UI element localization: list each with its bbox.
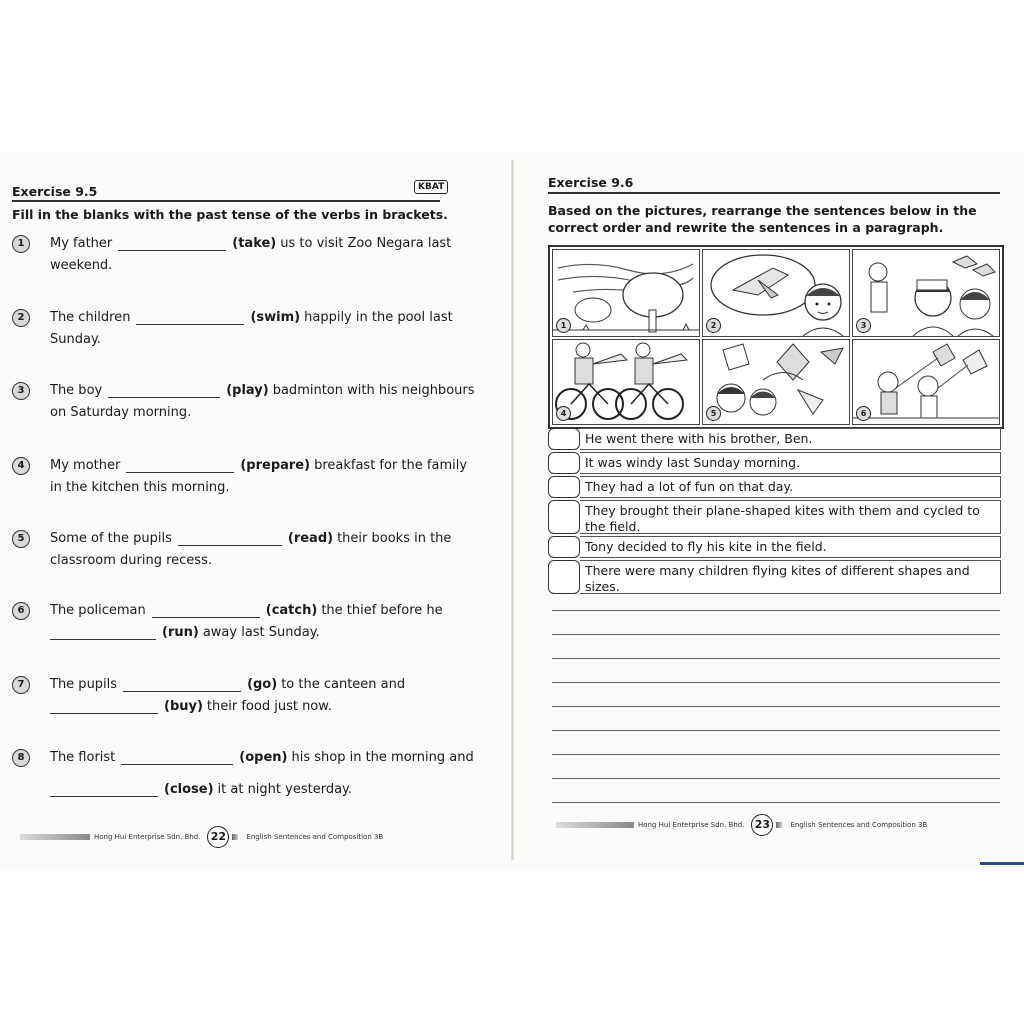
page-number: 23 — [751, 814, 773, 836]
picture-panel-3 — [852, 249, 1000, 337]
panel-number: 3 — [856, 318, 871, 333]
question-text: My father — [50, 236, 113, 251]
question-number: 5 — [12, 530, 30, 548]
instruction: Fill in the blanks with the past tense of the verbs in brackets. — [12, 207, 448, 222]
panel-number: 4 — [556, 406, 571, 421]
picture-panel-1 — [552, 249, 700, 337]
order-box[interactable] — [548, 428, 580, 450]
order-box[interactable] — [548, 452, 580, 474]
scan-edge — [980, 862, 1024, 865]
writing-line[interactable] — [552, 706, 1000, 707]
page-footer — [20, 828, 387, 846]
instruction-line: Based on the pictures, rearrange the sentences below in the — [548, 203, 977, 218]
book-gutter — [511, 160, 514, 860]
question-4 — [12, 455, 482, 499]
question-text: away last Sunday. — [202, 625, 320, 640]
picture-sequence — [548, 245, 1004, 429]
page-number: 22 — [207, 826, 229, 848]
writing-line[interactable] — [552, 610, 1000, 611]
question-text: The florist — [50, 750, 116, 765]
question-3 — [12, 380, 482, 424]
answer-blank[interactable] — [152, 605, 260, 618]
sentence-row — [548, 560, 1001, 594]
verb-hint: (read) — [287, 531, 334, 546]
question-text: The children — [50, 310, 131, 325]
sentence-text: He went there with his brother, Ben. — [580, 428, 1001, 450]
answer-blank[interactable] — [121, 752, 233, 765]
picture-panel-6 — [852, 339, 1000, 425]
footer-series: English Sentences and Composition 3B — [790, 821, 928, 829]
exercise-title: Exercise 9.5 — [12, 184, 98, 199]
verb-hint: (buy) — [164, 699, 203, 714]
picture-panel-2 — [702, 249, 850, 337]
verb-hint: (catch) — [265, 603, 318, 618]
question-number: 6 — [12, 602, 30, 620]
sentence-row — [548, 476, 1001, 498]
question-1 — [12, 233, 482, 277]
question-6 — [12, 600, 482, 644]
answer-blank[interactable] — [108, 385, 220, 398]
answer-blank[interactable] — [178, 533, 282, 546]
question-text: in the kitchen this morning. — [50, 480, 230, 495]
answer-blank[interactable] — [50, 627, 156, 640]
title-rule — [548, 192, 1000, 194]
boy-thinking-kite-illustration — [703, 250, 849, 336]
answer-blank[interactable] — [123, 679, 241, 692]
kbat-badge: KBAT — [414, 180, 448, 194]
sentence-text: It was windy last Sunday morning. — [580, 452, 1001, 474]
writing-line[interactable] — [552, 658, 1000, 659]
instruction-line: correct order and rewrite the sentences in a paragraph. — [548, 220, 944, 235]
order-box[interactable] — [548, 560, 580, 594]
order-box[interactable] — [548, 536, 580, 558]
question-number: 3 — [12, 382, 30, 400]
question-text: on Saturday morning. — [50, 405, 192, 420]
windy-trees-illustration — [553, 250, 699, 336]
sentence-text: Tony decided to fly his kite in the field. — [580, 536, 1001, 558]
verb-hint: (take) — [232, 236, 277, 251]
writing-line[interactable] — [552, 682, 1000, 683]
answer-blank[interactable] — [50, 701, 158, 714]
writing-line[interactable] — [552, 778, 1000, 779]
answer-blank[interactable] — [118, 238, 226, 251]
verb-hint: (go) — [247, 677, 278, 692]
question-text: badminton with his neighbours — [272, 383, 475, 398]
question-number: 7 — [12, 676, 30, 694]
instruction — [548, 202, 1002, 236]
footer-series: English Sentences and Composition 3B — [246, 833, 384, 841]
question-text: classroom during recess. — [50, 553, 212, 568]
verb-hint: (play) — [226, 383, 269, 398]
verb-hint: (swim) — [250, 310, 301, 325]
answer-blank[interactable] — [50, 784, 158, 797]
order-box[interactable] — [548, 500, 580, 534]
question-text: us to visit Zoo Negara last — [280, 236, 452, 251]
picture-panel-4 — [552, 339, 700, 425]
question-7 — [12, 674, 482, 718]
question-text: The boy — [50, 383, 103, 398]
sentence-text: They had a lot of fun on that day. — [580, 476, 1001, 498]
title-rule — [12, 200, 440, 202]
kites-in-sky-illustration — [703, 340, 849, 424]
boys-with-kites-illustration — [853, 250, 999, 336]
question-text: their food just now. — [206, 699, 332, 714]
question-text: weekend. — [50, 258, 113, 273]
panel-number: 6 — [856, 406, 871, 421]
question-number: 1 — [12, 235, 30, 253]
order-box[interactable] — [548, 476, 580, 498]
writing-line[interactable] — [552, 802, 1000, 803]
question-text: The pupils — [50, 677, 118, 692]
panel-number: 1 — [556, 318, 571, 333]
footer-publisher: Hong Hui Enterprise Sdn. Bhd. — [94, 833, 201, 841]
question-text: the thief before he — [321, 603, 443, 618]
footer-publisher: Hong Hui Enterprise Sdn. Bhd. — [638, 821, 745, 829]
sentence-row — [548, 428, 1001, 450]
panel-number: 5 — [706, 406, 721, 421]
question-text: Some of the pupils — [50, 531, 172, 546]
verb-hint: (open) — [239, 750, 288, 765]
question-text: their books in the — [337, 531, 452, 546]
question-text: breakfast for the family — [314, 458, 468, 473]
verb-hint: (run) — [162, 625, 199, 640]
answer-blank[interactable] — [136, 312, 244, 325]
picture-panel-5 — [702, 339, 850, 425]
verb-hint: (close) — [164, 782, 214, 797]
question-text: The policeman — [50, 603, 146, 618]
boys-flying-kites-illustration — [853, 340, 999, 424]
question-text: his shop in the morning and — [291, 750, 474, 765]
question-text: happily in the pool last — [304, 310, 453, 325]
question-number: 4 — [12, 457, 30, 475]
writing-line[interactable] — [552, 754, 1000, 755]
sentence-text: There were many children flying kites of different shapes and sizes. — [580, 560, 1001, 594]
answer-blank[interactable] — [126, 460, 234, 473]
question-number: 8 — [12, 749, 30, 767]
question-8 — [12, 747, 482, 801]
verb-hint: (prepare) — [240, 458, 311, 473]
question-2 — [12, 307, 482, 351]
sentence-row — [548, 452, 1001, 474]
sentence-row — [548, 500, 1001, 534]
question-text: Sunday. — [50, 332, 101, 347]
sentence-row — [548, 536, 1001, 558]
question-number: 2 — [12, 309, 30, 327]
question-5 — [12, 528, 482, 572]
panel-number: 2 — [706, 318, 721, 333]
sentence-text: They brought their plane-shaped kites with them and cycled to the field. — [580, 500, 1001, 534]
question-text: My mother — [50, 458, 121, 473]
writing-line[interactable] — [552, 730, 1000, 731]
page-footer — [556, 816, 931, 834]
question-text: it at night yesterday. — [217, 782, 353, 797]
question-text: to the canteen and — [281, 677, 406, 692]
boys-cycling-illustration — [553, 340, 699, 424]
exercise-title: Exercise 9.6 — [548, 175, 634, 190]
writing-line[interactable] — [552, 634, 1000, 635]
